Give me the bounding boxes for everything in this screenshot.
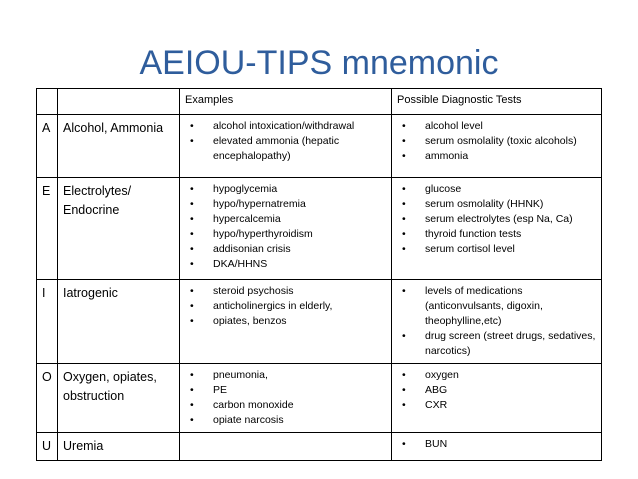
test-text: ammonia <box>425 150 469 162</box>
example-item <box>185 284 386 299</box>
test-item <box>397 383 596 398</box>
bullet-icon: • <box>402 330 406 342</box>
row-tests <box>392 364 602 433</box>
row-letter: I <box>37 280 58 364</box>
bullet-icon: • <box>190 198 194 210</box>
test-text: serum cortisol level <box>425 243 515 255</box>
example-text: steroid psychosis <box>213 285 294 297</box>
bullet-icon: • <box>402 183 406 195</box>
row-letter: A <box>37 115 58 178</box>
example-text: anticholinergics in elderly, <box>213 300 333 312</box>
bullet-icon: • <box>402 213 406 225</box>
table-row <box>37 178 602 280</box>
row-tests <box>392 115 602 178</box>
example-text: PE <box>213 384 228 396</box>
bullet-icon: • <box>402 120 406 132</box>
example-item <box>185 299 386 314</box>
test-item <box>397 398 596 413</box>
row-examples <box>180 178 392 280</box>
example-text: pneumonia, <box>213 369 268 381</box>
row-cause: Electrolytes/ Endocrine <box>58 178 180 280</box>
test-item <box>397 368 596 383</box>
test-text: serum electrolytes (esp Na, Ca) <box>425 213 573 225</box>
bullet-icon: • <box>402 369 406 381</box>
example-item <box>185 134 386 164</box>
bullet-icon: • <box>190 315 194 327</box>
bullet-icon: • <box>190 285 194 297</box>
test-text: glucose <box>425 183 462 195</box>
row-cause: Alcohol, Ammonia <box>58 115 180 178</box>
test-text: alcohol level <box>425 120 483 132</box>
bullet-icon: • <box>190 135 194 147</box>
test-item <box>397 119 596 134</box>
bullet-icon: • <box>402 438 406 450</box>
example-text: addisonian crisis <box>213 243 291 255</box>
test-item <box>397 134 596 149</box>
mnemonic-table <box>36 88 602 461</box>
test-item <box>397 182 596 197</box>
example-item <box>185 242 386 257</box>
bullet-icon: • <box>402 135 406 147</box>
bullet-icon: • <box>190 213 194 225</box>
example-item <box>185 227 386 242</box>
example-item <box>185 413 386 428</box>
example-item <box>185 119 386 134</box>
bullet-icon: • <box>190 300 194 312</box>
bullet-icon: • <box>190 228 194 240</box>
bullet-icon: • <box>402 285 406 297</box>
test-item <box>397 197 596 212</box>
test-item <box>397 242 596 257</box>
test-item <box>397 329 596 359</box>
bullet-icon: • <box>402 150 406 162</box>
example-text: hypercalcemia <box>213 213 281 225</box>
example-text: hypoglycemia <box>213 183 278 195</box>
example-text: alcohol intoxication/withdrawal <box>213 120 355 132</box>
row-cause: Iatrogenic <box>58 280 180 364</box>
test-text: drug screen (street drugs, sedatives, narcotics) <box>425 330 596 357</box>
test-text: serum osmolality (HHNK) <box>425 198 544 210</box>
bullet-icon: • <box>190 243 194 255</box>
bullet-icon: • <box>190 384 194 396</box>
example-text: opiates, benzos <box>213 315 287 327</box>
bullet-icon: • <box>402 399 406 411</box>
row-examples <box>180 433 392 461</box>
bullet-icon: • <box>190 369 194 381</box>
test-text: oxygen <box>425 369 459 381</box>
test-text: CXR <box>425 399 448 411</box>
table-header-row <box>37 89 602 115</box>
test-item <box>397 284 596 329</box>
header-cause <box>58 89 180 115</box>
bullet-icon: • <box>190 258 194 270</box>
row-tests <box>392 178 602 280</box>
test-text: ABG <box>425 384 448 396</box>
example-item <box>185 182 386 197</box>
row-examples <box>180 364 392 433</box>
header-examples: Examples <box>180 89 392 115</box>
bullet-icon: • <box>402 384 406 396</box>
example-text: hypo/hypernatremia <box>213 198 306 210</box>
row-letter: E <box>37 178 58 280</box>
bullet-icon: • <box>402 198 406 210</box>
bullet-icon: • <box>190 120 194 132</box>
example-item <box>185 314 386 329</box>
bullet-icon: • <box>190 183 194 195</box>
example-item <box>185 257 386 272</box>
test-item <box>397 149 596 164</box>
row-tests <box>392 433 602 461</box>
table-row <box>37 433 602 461</box>
table-row <box>37 364 602 433</box>
example-item <box>185 398 386 413</box>
table-row <box>37 115 602 178</box>
row-examples <box>180 280 392 364</box>
row-examples <box>180 115 392 178</box>
bullet-icon: • <box>190 414 194 426</box>
test-text: serum osmolality (toxic alcohols) <box>425 135 577 147</box>
row-letter: U <box>37 433 58 461</box>
example-item <box>185 368 386 383</box>
example-item <box>185 383 386 398</box>
test-text: thyroid function tests <box>425 228 522 240</box>
row-tests <box>392 280 602 364</box>
header-letter <box>37 89 58 115</box>
test-item <box>397 212 596 227</box>
bullet-icon: • <box>402 228 406 240</box>
test-text: levels of medications (anticonvulsants, digoxin, theophylline,etc) <box>425 285 543 327</box>
header-tests: Possible Diagnostic Tests <box>392 89 602 115</box>
test-text: BUN <box>425 438 448 450</box>
example-text: elevated ammonia (hepatic encephalopathy) <box>213 135 340 162</box>
example-text: hypo/hyperthyroidism <box>213 228 313 240</box>
row-cause: Oxygen, opiates, obstruction <box>58 364 180 433</box>
test-item <box>397 227 596 242</box>
page-title: AEIOU-TIPS mnemonic <box>139 44 499 82</box>
example-text: carbon monoxide <box>213 399 294 411</box>
test-item <box>397 437 596 452</box>
example-text: DKA/HHNS <box>213 258 268 270</box>
example-item <box>185 197 386 212</box>
bullet-icon: • <box>402 243 406 255</box>
table-row <box>37 280 602 364</box>
example-text: opiate narcosis <box>213 414 284 426</box>
row-cause: Uremia <box>58 433 180 461</box>
row-letter: O <box>37 364 58 433</box>
example-item <box>185 212 386 227</box>
bullet-icon: • <box>190 399 194 411</box>
